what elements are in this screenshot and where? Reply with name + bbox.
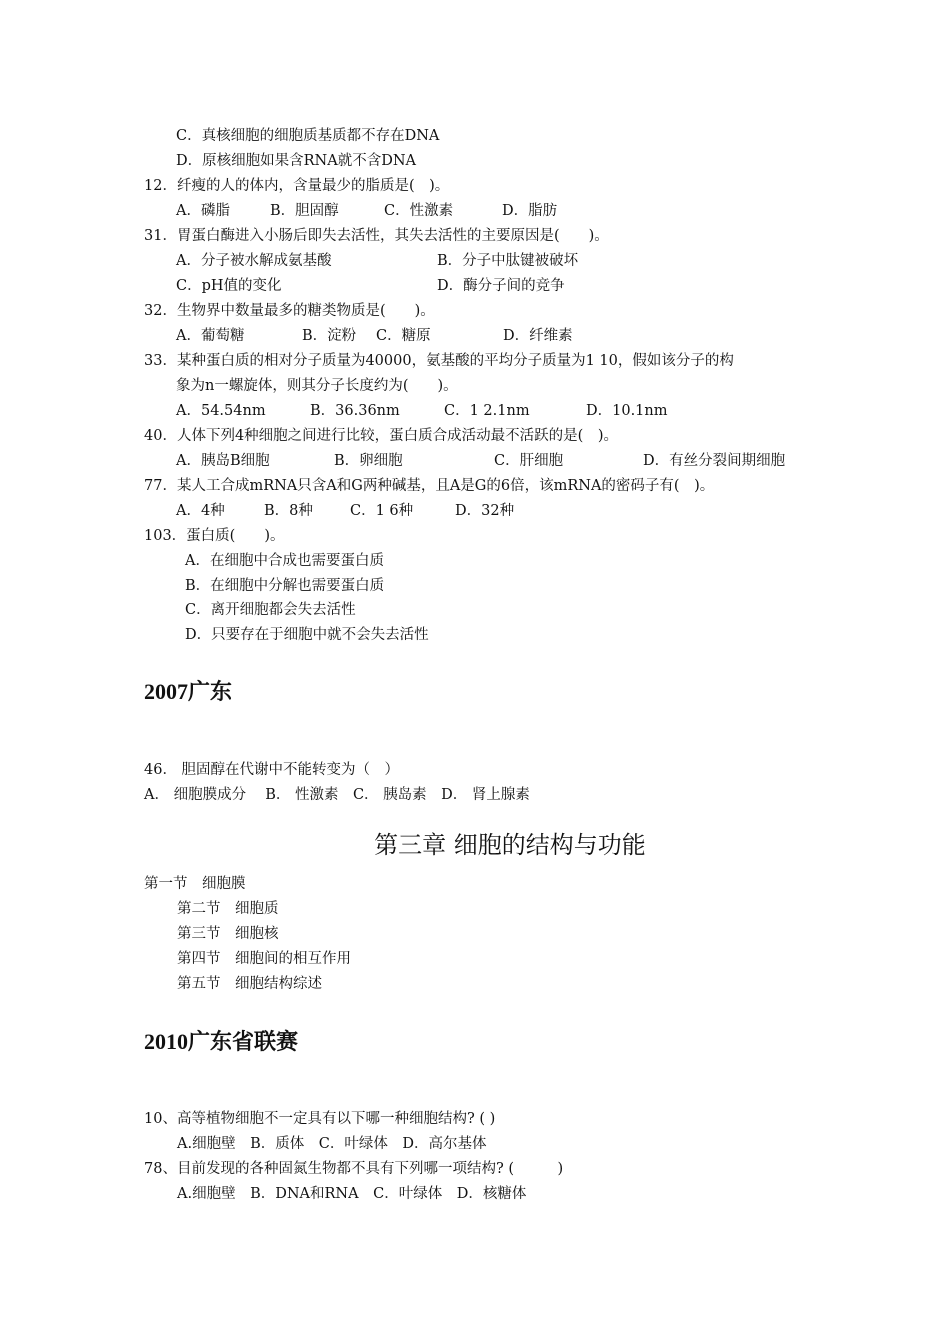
q40-option-d: D．有丝分裂间期细胞 xyxy=(643,453,786,469)
q78-options: A.细胞壁 B．DNA和RNA C．叶绿体 D．核糖体 xyxy=(177,1186,527,1202)
question-77: 77．某人工合成mRNA只含A和G两种碱基，且A是G的6倍，该mRNA的密码子有( )。 xyxy=(144,478,715,494)
question-33-cont: 象为n一螺旋体，则其分子长度约为( )。 xyxy=(176,378,458,394)
q40-option-c: C．肝细胞 xyxy=(494,453,564,469)
question-40: 40．人体下列4种细胞之间进行比较，蛋白质合成活动最不活跃的是( )。 xyxy=(144,428,618,444)
q33-option-b: B．36.36nm xyxy=(310,403,400,419)
q103-option-c: C．离开细胞都会失去活性 xyxy=(185,602,356,618)
q33-option-c: C．1 2.1nm xyxy=(444,403,530,419)
q32-option-a: A．葡萄糖 xyxy=(176,328,245,344)
q31-option-d: D．酶分子间的竞争 xyxy=(437,278,565,294)
section-item-2: 第二节 细胞质 xyxy=(177,901,279,917)
q12-option-c: C．性激素 xyxy=(384,203,454,219)
question-32: 32．生物界中数量最多的糖类物质是( )。 xyxy=(144,303,435,319)
section-item-1: 第一节 细胞膜 xyxy=(144,876,246,892)
q103-option-d: D．只要存在于细胞中就不会失去活性 xyxy=(185,627,429,643)
q103-option-a: A．在细胞中合成也需要蛋白质 xyxy=(185,553,384,569)
q31-option-a: A．分子被水解成氨基酸 xyxy=(176,253,332,269)
section-heading-2007: 2007广东 xyxy=(144,679,233,704)
question-12: 12．纤瘦的人的体内，含量最少的脂质是( )。 xyxy=(144,178,450,194)
chapter-title: 第三章 细胞的结构与功能 xyxy=(374,831,646,859)
q103-option-b: B．在细胞中分解也需要蛋白质 xyxy=(185,578,385,594)
option-d-line: D．原核细胞如果含RNA就不含DNA xyxy=(176,153,416,169)
q40-option-a: A．胰岛B细胞 xyxy=(176,453,270,469)
q77-option-a: A．4种 xyxy=(176,503,225,519)
option-c-line: C．真核细胞的细胞质基质都不存在DNA xyxy=(176,128,440,144)
section-item-3: 第三节 细胞核 xyxy=(177,926,279,942)
q12-option-d: D．脂肪 xyxy=(502,203,558,219)
q33-option-a: A．54.54nm xyxy=(176,403,266,419)
q32-option-c: C．糖原 xyxy=(376,328,431,344)
q33-option-d: D．10.1nm xyxy=(586,403,668,419)
q12-option-a: A．磷脂 xyxy=(176,203,230,219)
q32-option-b: B．淀粉 xyxy=(302,328,357,344)
section-item-5: 第五节 细胞结构综述 xyxy=(177,976,322,992)
question-10: 10、高等植物细胞不一定具有以下哪一种细胞结构? ( ) xyxy=(144,1111,496,1127)
question-31: 31．胃蛋白酶进入小肠后即失去活性，其失去活性的主要原因是( )。 xyxy=(144,228,609,244)
q32-option-d: D．纤维素 xyxy=(503,328,573,344)
q77-option-c: C．1 6种 xyxy=(350,503,414,519)
q77-option-d: D．32种 xyxy=(455,503,515,519)
question-46: 46． 胆固醇在代谢中不能转变为（ ） xyxy=(144,762,400,778)
section-item-4: 第四节 细胞间的相互作用 xyxy=(177,951,351,967)
section-heading-2010: 2010广东省联赛 xyxy=(144,1029,299,1054)
q31-option-b: B．分子中肽键被破坏 xyxy=(437,253,579,269)
q12-option-b: B．胆固醇 xyxy=(270,203,339,219)
q31-option-c: C．pH值的变化 xyxy=(176,278,282,294)
q77-option-b: B．8种 xyxy=(264,503,313,519)
q46-options: A． 细胞膜成分 B． 性激素 C． 胰岛素 D． 肾上腺素 xyxy=(144,787,530,803)
q40-option-b: B．卵细胞 xyxy=(334,453,403,469)
question-33: 33．某种蛋白质的相对分子质量为40000，氨基酸的平均分子质量为1 10，假如该分子的构 xyxy=(144,353,734,369)
q10-options: A.细胞壁 B．质体 C．叶绿体 D．高尔基体 xyxy=(177,1136,487,1152)
question-78: 78、目前发现的各种固氮生物都不具有下列哪一项结构? ( ) xyxy=(144,1161,564,1177)
question-103: 103．蛋白质( )。 xyxy=(144,528,285,544)
